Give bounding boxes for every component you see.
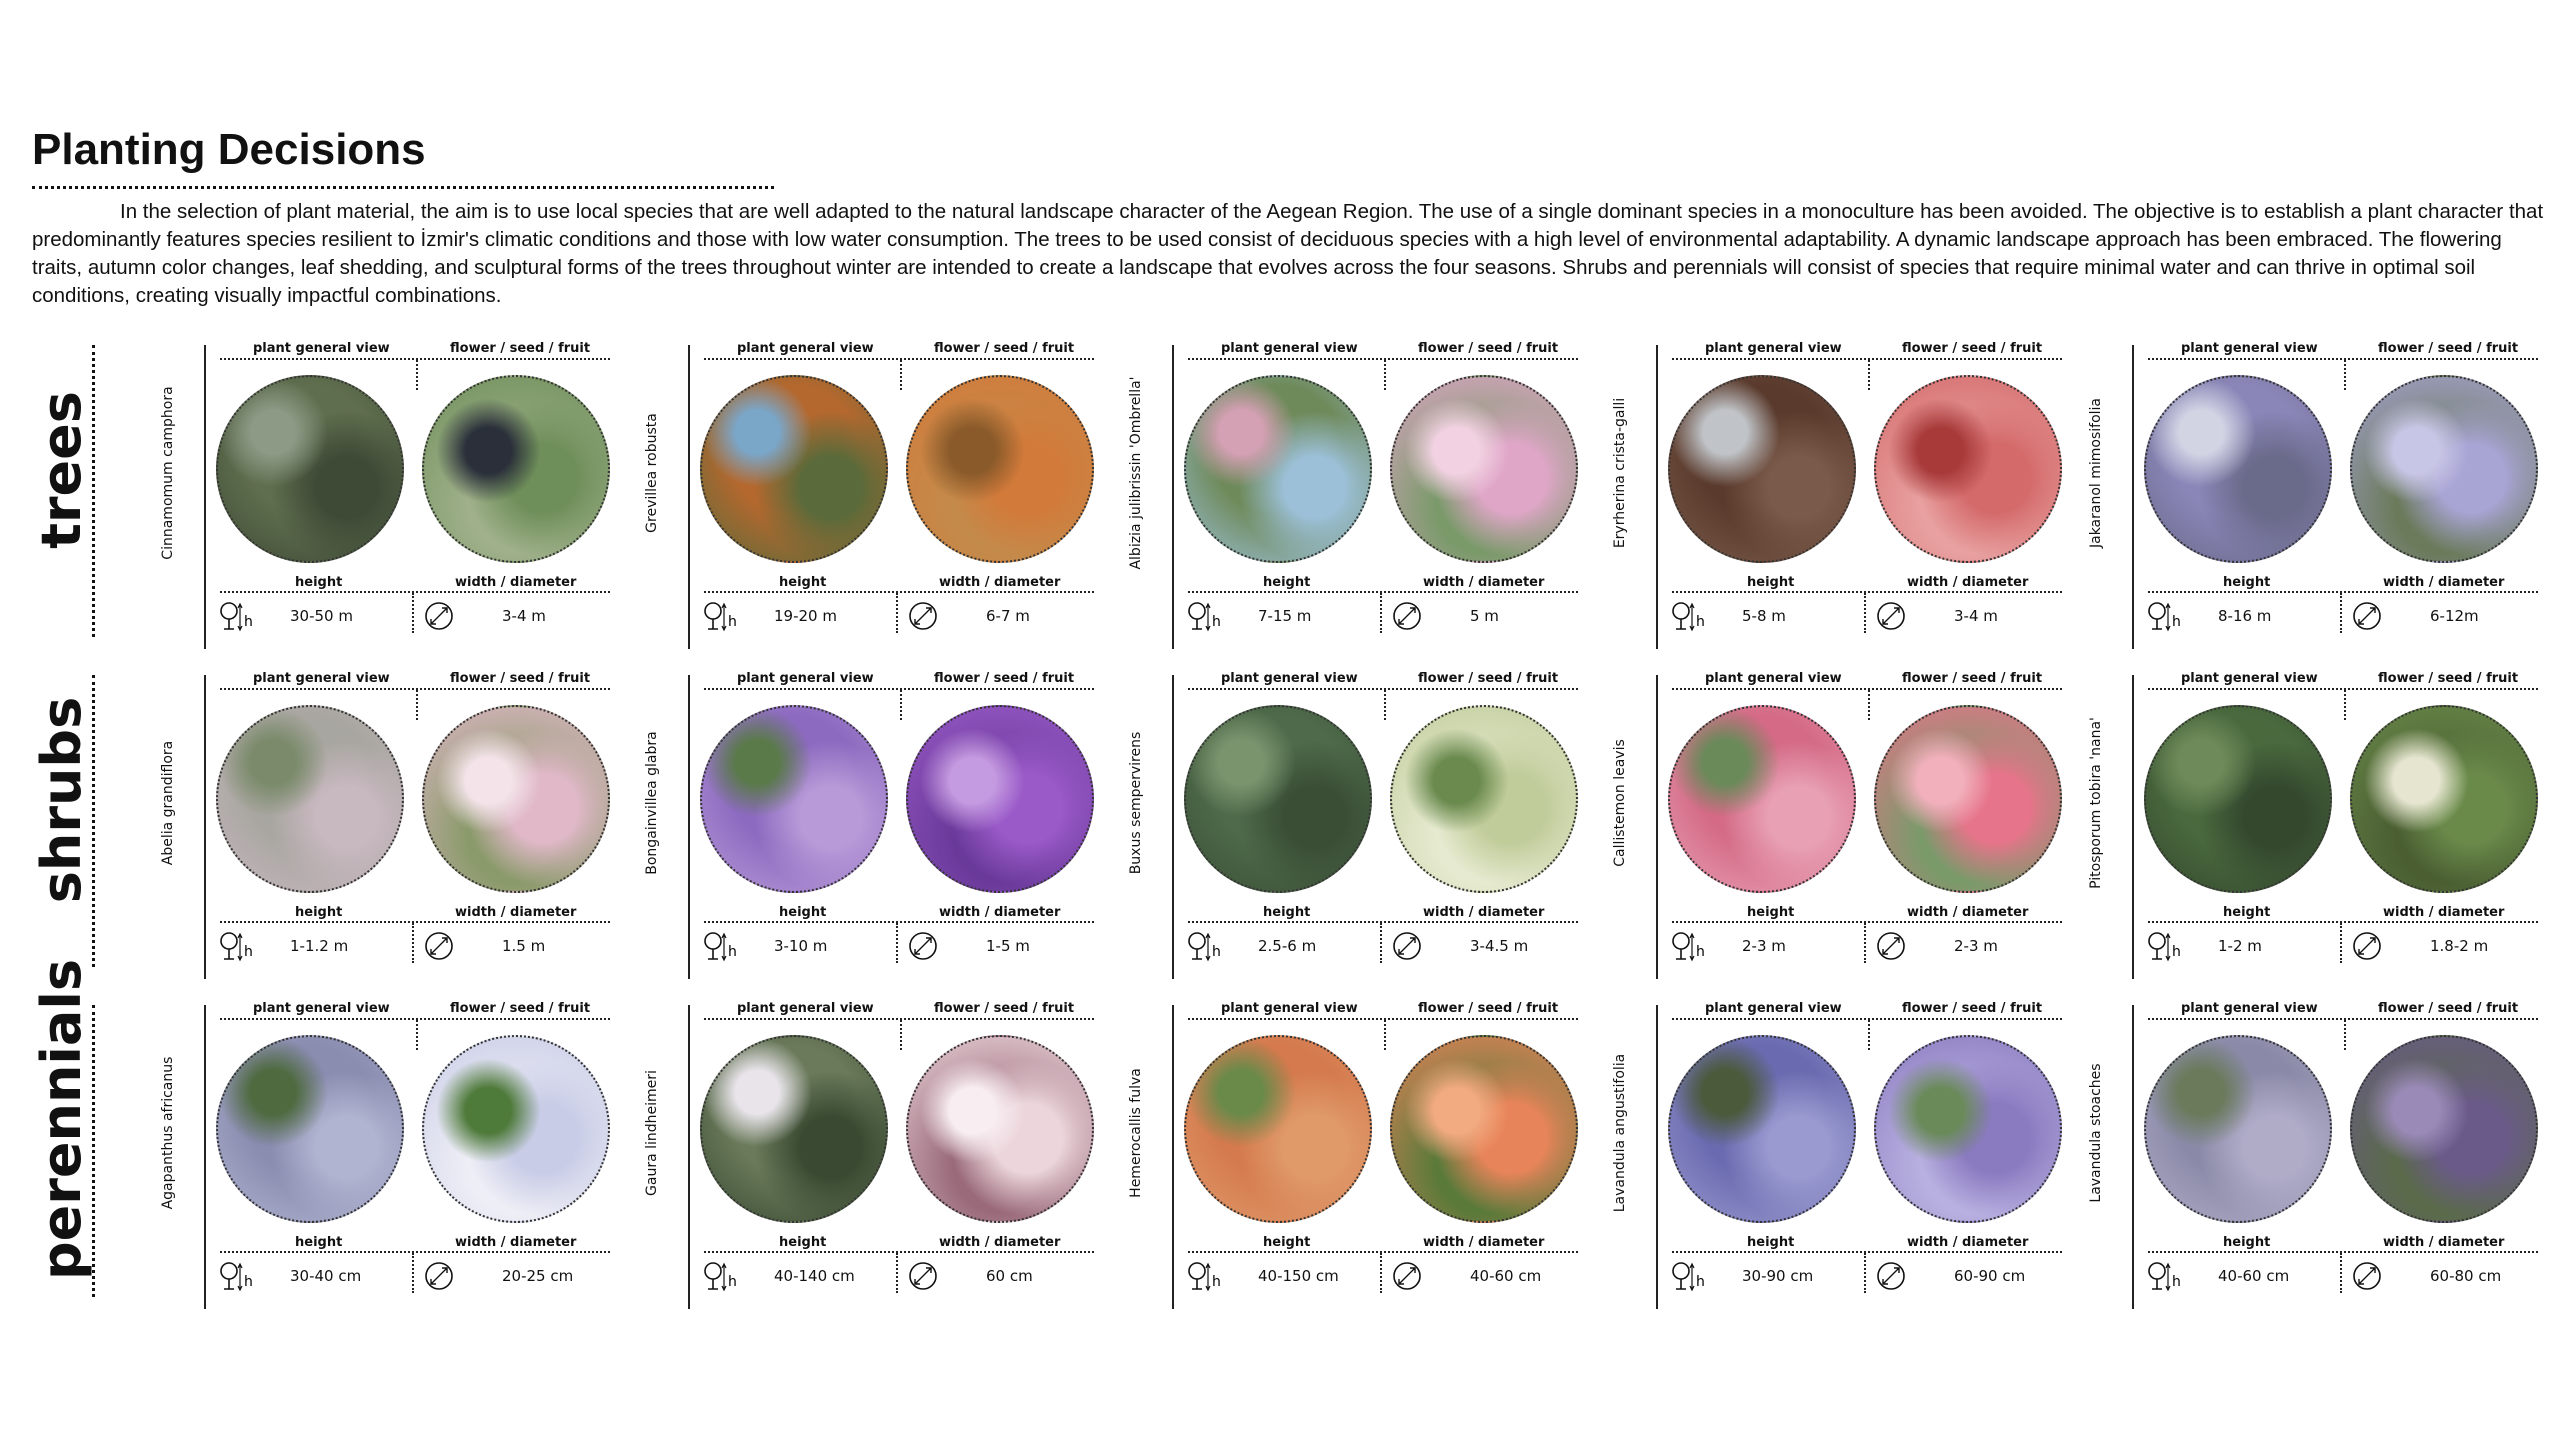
height-label: height (1263, 575, 1311, 590)
plant-flower-photo (2350, 705, 2538, 893)
height-value: 1-1.2 m (290, 937, 349, 955)
header-divider (416, 690, 418, 720)
width-label: width / diameter (939, 575, 1061, 590)
height-label: height (1747, 905, 1795, 920)
plant-flower-photo (1874, 1035, 2062, 1223)
header-rule (1188, 1018, 1578, 1020)
height-value: 8-16 m (2218, 607, 2272, 625)
species-name-text: Albizia julibrissin 'Ombrella' (1128, 376, 1144, 570)
header-rule (704, 1018, 1094, 1020)
category-label-shrubs: shrubs (30, 696, 93, 904)
diameter-icon (1874, 599, 1912, 633)
width-label: width / diameter (455, 905, 577, 920)
header-rule (1188, 358, 1578, 360)
flower-label: flower / seed / fruit (2378, 671, 2519, 686)
height-value: 7-15 m (1258, 607, 1312, 625)
category-divider (92, 675, 95, 967)
footer-rule (1188, 921, 1578, 923)
category-divider (92, 345, 95, 637)
footer-rule (1188, 591, 1578, 593)
tree-height-icon (2146, 599, 2184, 633)
plant-general-photo (1184, 375, 1372, 563)
card-divider-line (688, 675, 690, 979)
diameter-icon (906, 1259, 944, 1293)
plant-flower-photo (1390, 375, 1578, 563)
flower-label: flower / seed / fruit (1418, 341, 1559, 356)
flower-label: flower / seed / fruit (934, 341, 1075, 356)
height-label: height (2223, 1235, 2271, 1250)
species-name-text: Hemerocallis fulva (1128, 1068, 1144, 1198)
species-name-text: Jakaranol mimosifolia (2088, 397, 2104, 549)
species-name-text: Abelia grandiflora (160, 740, 176, 866)
flower-label: flower / seed / fruit (2378, 1001, 2519, 1016)
tree-height-icon (1186, 1259, 1224, 1293)
flower-label: flower / seed / fruit (2378, 341, 2519, 356)
general-view-label: plant general view (1221, 341, 1358, 356)
species-name-text: Lavandula angustifolia (1612, 1053, 1628, 1213)
flower-label: flower / seed / fruit (934, 1001, 1075, 1016)
species-name-text: Eryrherina crista-galli (1612, 397, 1628, 549)
plant-card (1582, 1001, 2043, 1305)
height-label: height (295, 1235, 343, 1250)
footer-rule (704, 1251, 1094, 1253)
diameter-icon (906, 929, 944, 963)
plant-flower-photo (1874, 375, 2062, 563)
general-view-label: plant general view (2181, 341, 2318, 356)
footer-divider (2340, 923, 2342, 963)
general-view-label: plant general view (1221, 671, 1358, 686)
width-value: 1-5 m (986, 937, 1030, 955)
width-value: 1.8-2 m (2430, 937, 2489, 955)
footer-divider (412, 1253, 414, 1293)
height-label: height (1747, 575, 1795, 590)
general-view-label: plant general view (737, 341, 874, 356)
header-divider (1868, 1020, 1870, 1050)
general-view-label: plant general view (2181, 1001, 2318, 1016)
plant-card (130, 1001, 591, 1305)
height-value: 2-3 m (1742, 937, 1786, 955)
plant-general-photo (1668, 705, 1856, 893)
card-divider-line (688, 1005, 690, 1309)
general-view-label: plant general view (2181, 671, 2318, 686)
card-divider-line (1172, 675, 1174, 979)
footer-divider (1380, 593, 1382, 633)
tree-height-icon (1670, 929, 1708, 963)
height-value: 2.5-6 m (1258, 937, 1317, 955)
flower-label: flower / seed / fruit (450, 1001, 591, 1016)
card-divider-line (688, 345, 690, 649)
tree-height-icon (218, 599, 256, 633)
plant-general-photo (700, 1035, 888, 1223)
species-name-text: Cinnamomum camphora (160, 386, 176, 560)
footer-divider (1864, 1253, 1866, 1293)
diameter-icon (422, 1259, 460, 1293)
header-divider (416, 360, 418, 390)
footer-divider (1864, 593, 1866, 633)
flower-label: flower / seed / fruit (1418, 1001, 1559, 1016)
flower-label: flower / seed / fruit (1902, 671, 2043, 686)
tree-height-icon (702, 599, 740, 633)
header-rule (2148, 688, 2538, 690)
plant-general-photo (1184, 1035, 1372, 1223)
width-label: width / diameter (1907, 575, 2029, 590)
card-divider-line (1656, 345, 1658, 649)
species-name-text: Buxus sempervirens (1128, 731, 1144, 875)
height-value: 30-40 cm (290, 1267, 362, 1285)
height-value: 3-10 m (774, 937, 828, 955)
card-divider-line (204, 675, 206, 979)
width-value: 5 m (1470, 607, 1499, 625)
width-label: width / diameter (1907, 1235, 2029, 1250)
plant-general-photo (2144, 705, 2332, 893)
species-name-text: Agapanthus africanus (160, 1056, 176, 1210)
height-value: 40-150 cm (1258, 1267, 1339, 1285)
plant-card (2058, 1001, 2519, 1305)
general-view-label: plant general view (737, 1001, 874, 1016)
height-value: 40-140 cm (774, 1267, 855, 1285)
species-name-text: Bongainvillea glabra (644, 731, 660, 875)
general-view-label: plant general view (253, 341, 390, 356)
plant-card (1098, 1001, 1559, 1305)
header-divider (1384, 690, 1386, 720)
plant-general-photo (216, 705, 404, 893)
width-value: 60-90 cm (1954, 1267, 2026, 1285)
header-rule (704, 688, 1094, 690)
footer-rule (2148, 921, 2538, 923)
diameter-icon (2350, 599, 2388, 633)
footer-rule (2148, 1251, 2538, 1253)
plant-general-photo (700, 705, 888, 893)
width-label: width / diameter (1423, 905, 1545, 920)
title-underline (32, 186, 774, 189)
plant-flower-photo (1874, 705, 2062, 893)
plant-general-photo (216, 375, 404, 563)
width-value: 3-4 m (502, 607, 546, 625)
card-divider-line (2132, 345, 2134, 649)
footer-divider (896, 593, 898, 633)
category-label-perennials: perennials (30, 958, 93, 1280)
height-value: 1-2 m (2218, 937, 2262, 955)
footer-rule (704, 921, 1094, 923)
height-label: height (295, 575, 343, 590)
plant-flower-photo (906, 705, 1094, 893)
card-divider-line (2132, 1005, 2134, 1309)
header-rule (704, 358, 1094, 360)
tree-height-icon (1186, 599, 1224, 633)
general-view-label: plant general view (1705, 671, 1842, 686)
width-label: width / diameter (1423, 575, 1545, 590)
footer-rule (1188, 1251, 1578, 1253)
header-rule (2148, 358, 2538, 360)
plant-general-photo (1668, 1035, 1856, 1223)
footer-divider (1380, 1253, 1382, 1293)
footer-rule (2148, 591, 2538, 593)
height-label: height (779, 905, 827, 920)
header-rule (220, 358, 610, 360)
plant-general-photo (1184, 705, 1372, 893)
plant-flower-photo (422, 375, 610, 563)
plant-flower-photo (2350, 375, 2538, 563)
species-name-text: Grevillea robusta (644, 413, 660, 533)
footer-divider (2340, 1253, 2342, 1293)
general-view-label: plant general view (253, 671, 390, 686)
footer-divider (412, 593, 414, 633)
width-value: 6-7 m (986, 607, 1030, 625)
header-divider (2344, 360, 2346, 390)
height-label: height (2223, 905, 2271, 920)
footer-divider (896, 1253, 898, 1293)
general-view-label: plant general view (1705, 1001, 1842, 1016)
width-value: 60 cm (986, 1267, 1033, 1285)
footer-rule (220, 921, 610, 923)
header-divider (2344, 690, 2346, 720)
plant-flower-photo (422, 1035, 610, 1223)
header-rule (220, 688, 610, 690)
width-label: width / diameter (2383, 1235, 2505, 1250)
width-label: width / diameter (455, 1235, 577, 1250)
width-value: 2-3 m (1954, 937, 1998, 955)
footer-rule (220, 1251, 610, 1253)
plant-card (1098, 341, 1559, 645)
height-label: height (1263, 905, 1311, 920)
plant-general-photo (700, 375, 888, 563)
height-value: 40-60 cm (2218, 1267, 2290, 1285)
flower-label: flower / seed / fruit (934, 671, 1075, 686)
header-rule (1672, 688, 2062, 690)
header-divider (1868, 360, 1870, 390)
diameter-icon (1390, 1259, 1428, 1293)
tree-height-icon (1670, 1259, 1708, 1293)
plant-general-photo (216, 1035, 404, 1223)
page-title: Planting Decisions (32, 125, 426, 174)
width-label: width / diameter (2383, 905, 2505, 920)
height-value: 30-90 cm (1742, 1267, 1814, 1285)
height-value: 30-50 m (290, 607, 353, 625)
general-view-label: plant general view (253, 1001, 390, 1016)
flower-label: flower / seed / fruit (450, 671, 591, 686)
width-label: width / diameter (939, 1235, 1061, 1250)
plant-flower-photo (422, 705, 610, 893)
footer-divider (2340, 593, 2342, 633)
card-divider-line (2132, 675, 2134, 979)
diameter-icon (2350, 929, 2388, 963)
flower-label: flower / seed / fruit (450, 341, 591, 356)
card-divider-line (1172, 1005, 1174, 1309)
header-divider (1868, 690, 1870, 720)
tree-height-icon (218, 1259, 256, 1293)
plant-flower-photo (2350, 1035, 2538, 1223)
footer-rule (1672, 591, 2062, 593)
diameter-icon (1390, 599, 1428, 633)
width-label: width / diameter (939, 905, 1061, 920)
tree-height-icon (2146, 929, 2184, 963)
diameter-icon (422, 599, 460, 633)
height-label: height (1747, 1235, 1795, 1250)
diameter-icon (1874, 1259, 1912, 1293)
header-divider (900, 360, 902, 390)
height-label: height (295, 905, 343, 920)
width-label: width / diameter (455, 575, 577, 590)
width-value: 20-25 cm (502, 1267, 574, 1285)
plant-flower-photo (1390, 705, 1578, 893)
tree-height-icon (2146, 1259, 2184, 1293)
plant-card (2058, 341, 2519, 645)
footer-divider (1864, 923, 1866, 963)
header-rule (1672, 1018, 2062, 1020)
header-divider (1384, 360, 1386, 390)
header-divider (416, 1020, 418, 1050)
plant-card (130, 341, 591, 645)
width-label: width / diameter (2383, 575, 2505, 590)
height-label: height (779, 575, 827, 590)
species-name-text: Pitosporum tobira 'nana' (2088, 717, 2104, 889)
footer-rule (1672, 921, 2062, 923)
width-value: 40-60 cm (1470, 1267, 1542, 1285)
diameter-icon (1390, 929, 1428, 963)
width-value: 60-80 cm (2430, 1267, 2502, 1285)
width-label: width / diameter (1907, 905, 2029, 920)
header-rule (2148, 1018, 2538, 1020)
flower-label: flower / seed / fruit (1902, 341, 2043, 356)
plant-flower-photo (1390, 1035, 1578, 1223)
card-divider-line (204, 345, 206, 649)
header-divider (1384, 1020, 1386, 1050)
tree-height-icon (1670, 599, 1708, 633)
footer-rule (704, 591, 1094, 593)
header-divider (900, 1020, 902, 1050)
footer-divider (1380, 923, 1382, 963)
card-divider-line (1656, 675, 1658, 979)
flower-label: flower / seed / fruit (1418, 671, 1559, 686)
width-value: 6-12m (2430, 607, 2479, 625)
plant-card (1582, 671, 2043, 975)
width-label: width / diameter (1423, 1235, 1545, 1250)
general-view-label: plant general view (1221, 1001, 1358, 1016)
plant-general-photo (2144, 375, 2332, 563)
plant-card (130, 671, 591, 975)
header-divider (900, 690, 902, 720)
plant-card (614, 671, 1075, 975)
footer-divider (896, 923, 898, 963)
category-label-trees: trees (30, 391, 93, 549)
footer-rule (220, 591, 610, 593)
plant-card (1582, 341, 2043, 645)
height-label: height (1263, 1235, 1311, 1250)
header-rule (1188, 688, 1578, 690)
plant-flower-photo (906, 375, 1094, 563)
footer-rule (1672, 1251, 2062, 1253)
plant-card (614, 1001, 1075, 1305)
intro-paragraph: In the selection of plant material, the aim is to use local species that are well adapted to the natural landscape character of the Aegean Region. The use of a single dominant species in a monoculture has been avoided. The objective is to establish a plant character that predominantly features species resilient to İzmir's climatic conditions and those with low water consumption. The trees to be used consist of deciduous species with a high level of environmental adaptability. A dynamic landscape approach has been embraced. The flowering traits, autumn color changes, leaf shedding, and sculptural forms of the trees throughout winter are intended to create a landscape that evolves across the four seasons. Shrubs and perennials will consist of species that require minimal water and can thrive in optimal soil conditions, creating visually impactful combinations. (32, 200, 2544, 307)
height-value: 5-8 m (1742, 607, 1786, 625)
header-rule (1672, 358, 2062, 360)
plant-flower-photo (906, 1035, 1094, 1223)
category-divider (92, 1005, 95, 1297)
plant-general-photo (2144, 1035, 2332, 1223)
width-value: 3-4 m (1954, 607, 1998, 625)
width-value: 3-4.5 m (1470, 937, 1529, 955)
species-name-text: Callistemon leavis (1612, 739, 1628, 867)
general-view-label: plant general view (737, 671, 874, 686)
footer-divider (412, 923, 414, 963)
plant-general-photo (1668, 375, 1856, 563)
plant-card (2058, 671, 2519, 975)
tree-height-icon (702, 929, 740, 963)
header-rule (220, 1018, 610, 1020)
diameter-icon (1874, 929, 1912, 963)
plant-card (1098, 671, 1559, 975)
diameter-icon (906, 599, 944, 633)
tree-height-icon (218, 929, 256, 963)
card-divider-line (204, 1005, 206, 1309)
width-value: 1.5 m (502, 937, 546, 955)
height-value: 19-20 m (774, 607, 837, 625)
diameter-icon (422, 929, 460, 963)
card-divider-line (1656, 1005, 1658, 1309)
height-label: height (2223, 575, 2271, 590)
height-label: height (779, 1235, 827, 1250)
tree-height-icon (702, 1259, 740, 1293)
tree-height-icon (1186, 929, 1224, 963)
species-name-text: Gaura lindheimeri (644, 1070, 660, 1196)
species-name-text: Lavandula stoaches (2088, 1063, 2104, 1203)
card-divider-line (1172, 345, 1174, 649)
flower-label: flower / seed / fruit (1902, 1001, 2043, 1016)
diameter-icon (2350, 1259, 2388, 1293)
header-divider (2344, 1020, 2346, 1050)
plant-card (614, 341, 1075, 645)
general-view-label: plant general view (1705, 341, 1842, 356)
